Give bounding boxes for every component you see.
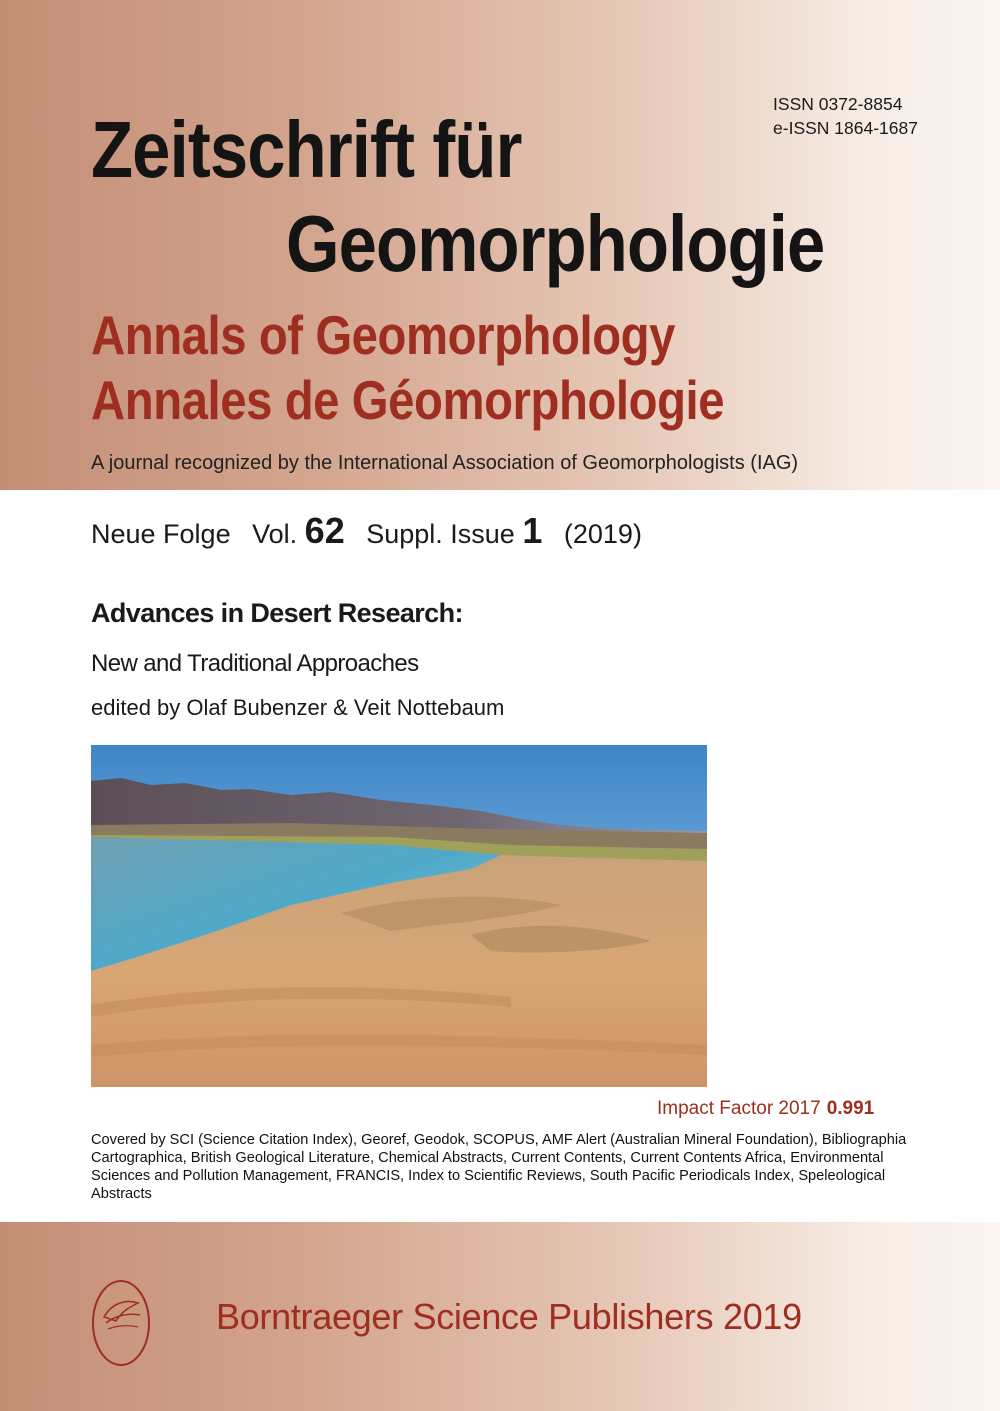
vol-label: Vol. [252,519,298,549]
publisher-logo [86,1275,156,1375]
editors: edited by Olaf Bubenzer & Veit Nottebaum [91,695,505,720]
impact-value: 0.991 [826,1098,875,1119]
impact-factor [657,1098,874,1120]
eissn: e-ISSN 1864-1687 [773,118,918,138]
issue-title: Advances in Desert Research: [91,598,463,628]
journal-title-line2: Geomorphologie [286,199,825,288]
publisher-name: Borntraeger Science Publishers 2019 [216,1296,802,1337]
volume-year: (2019) [563,519,642,549]
issn-block [773,92,918,140]
journal-subtitle-en: Annals of Geomorphology [91,304,675,366]
coverage-statement: Covered by SCI (Science Citation Index), Georef, Geodok, SCOPUS, AMF Alert (Australian Mineral Foundation), Bibliographia Cartographica, British Geological Literature, Chemical Abstracts, Current Contents, Current Contents Africa, Environmental Sciences and Pollution Management, FRANCIS, Index to Scientific Reviews, South Pacific Periodicals Index, Speleological Abstracts [91,1132,907,1202]
journal-title-line1: Zeitschrift für [91,105,522,194]
series-label: Neue Folge [91,519,231,549]
issue-subtitle: New and Traditional Approaches [91,650,419,677]
recognition-statement: A journal recognized by the International Association of Geomorphologists (IAG) [91,452,799,474]
vol-number: 62 [304,510,345,551]
cover-photo [91,745,707,1087]
issue-number: 1 [522,510,543,551]
issue-label: Suppl. Issue [366,519,515,549]
impact-label: Impact Factor 2017 [657,1098,821,1119]
journal-subtitle-fr: Annales de Géomorphologie [91,369,725,431]
issn: ISSN 0372-8854 [773,94,903,114]
volume-line [91,510,642,552]
